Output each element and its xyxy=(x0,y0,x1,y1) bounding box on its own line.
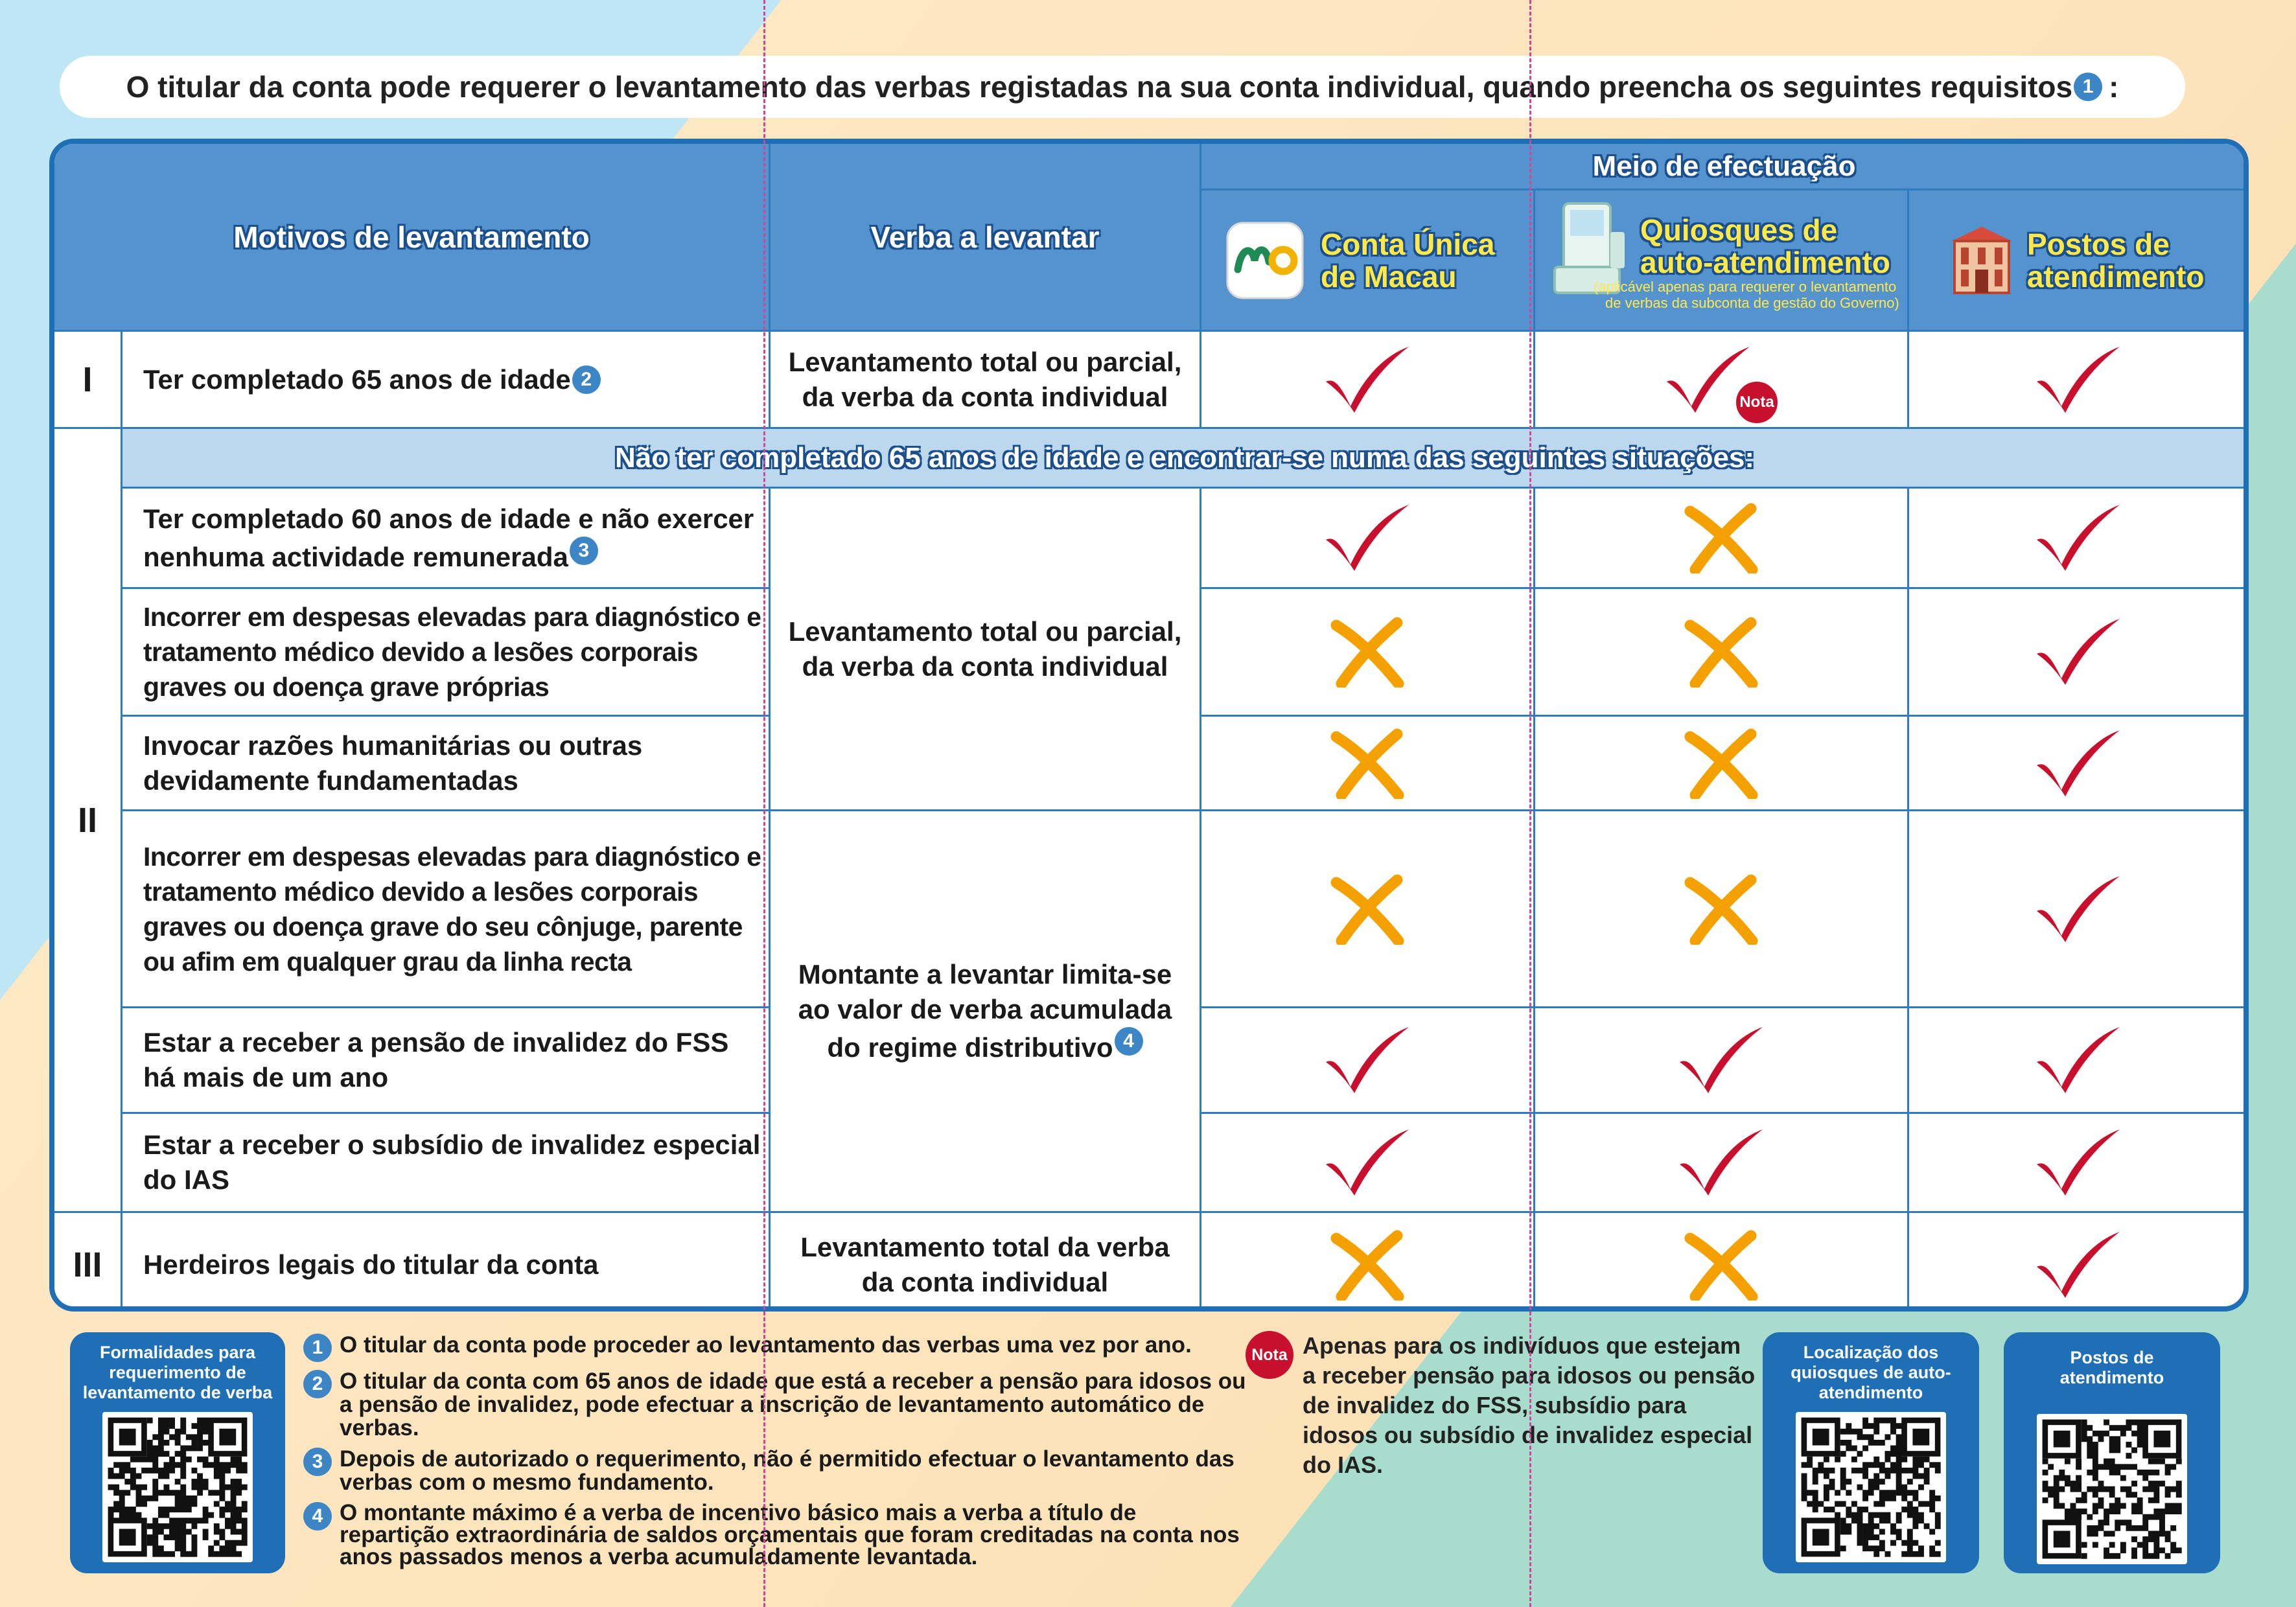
header-col3-line1: Postos de xyxy=(2027,227,2170,261)
row-ii-roman: II xyxy=(54,429,122,1213)
nota-badge: Nota xyxy=(1246,1331,1293,1379)
qr-card-postos[interactable] xyxy=(2004,1332,2220,1573)
row-ii-1-reason: Ter completado 60 anos de idade e não exercer nenhuma actividade remunerada 3 xyxy=(143,503,754,572)
header-verba-cell xyxy=(771,144,1201,332)
building-icon xyxy=(1948,224,2015,297)
footnote-num: 4 xyxy=(303,1502,332,1531)
check-icon xyxy=(2033,728,2124,799)
nota-block xyxy=(1246,1331,1764,1480)
qr2-label: Localização dos quiosques de auto-atendimento xyxy=(1791,1343,1951,1402)
row-ii-verba-b-cell xyxy=(771,811,1201,1213)
footnote-text: O titular da conta com 65 anos de idade que está a receber a pensão para idosos ou a pensão de invalidez, pode efectuar a inscrição de levantamento automático de verbas. xyxy=(340,1369,1246,1440)
row-ii-1-reason-cell xyxy=(122,489,771,589)
row-ii-verba-a: Levantamento total ou parcial, da verba da conta individual xyxy=(771,489,1201,811)
cross-icon xyxy=(1676,1229,1767,1301)
mark-cell xyxy=(1201,489,1535,589)
cross-icon xyxy=(1322,616,1413,688)
row-ii-4-reason: Incorrer em despesas elevadas para diagnóstico e tratamento médico devido a lesões corporais graves ou doença grave do seu cônjuge, parente ou afim em qualquer grau da linha recta xyxy=(122,811,771,1008)
cross-icon xyxy=(1322,1229,1413,1301)
cross-icon xyxy=(1676,728,1767,799)
row-iii-roman: III xyxy=(54,1213,122,1312)
mark-cell xyxy=(1909,489,2249,589)
intro-colon: : xyxy=(2109,70,2119,104)
header-motivos: Motivos de levantamento xyxy=(233,220,590,254)
mark-cell xyxy=(1909,332,2249,429)
mark-cell xyxy=(1909,589,2249,717)
footnote-num: 2 xyxy=(303,1370,332,1398)
mark-cell xyxy=(1201,332,1535,429)
intro-bar xyxy=(60,56,2185,118)
mark-cell xyxy=(1201,1114,1535,1213)
row-ii-banner xyxy=(122,429,2249,489)
footnote-text: O titular da conta pode proceder ao levantamento das verbas uma vez por ano. xyxy=(340,1332,1192,1358)
footnote-num: 1 xyxy=(303,1334,332,1362)
footnote-3 xyxy=(302,1448,1248,1494)
guide-line xyxy=(763,0,765,1607)
mark-cell xyxy=(1909,1213,2249,1312)
footnote-1 xyxy=(302,1334,1248,1362)
check-icon xyxy=(2033,1127,2124,1198)
header-col-postos xyxy=(1909,191,2249,332)
header-meio-cell xyxy=(1201,144,2249,191)
cross-icon xyxy=(1676,616,1767,688)
row-ii-5-reason: Estar a receber a pensão de invalidez do FSS há mais de um ano xyxy=(122,1008,771,1114)
mark-cell xyxy=(1909,1114,2249,1213)
mark-cell xyxy=(1535,811,1909,1008)
qr-code-icon xyxy=(2037,1414,2187,1564)
check-icon xyxy=(1322,344,1413,415)
row-ii-verba-b: Montante a levantar limita-se ao valor de verba acumulada do regime distributivo 4 xyxy=(798,959,1172,1063)
header-col2-sub1: (aplicável apenas para requerer o levantamento xyxy=(1594,279,1897,295)
intro-text: O titular da conta pode requerer o levantamento das verbas registadas na sua conta individual, quando preencha os seguintes requisitos xyxy=(126,70,2073,104)
note-ref-3: 3 xyxy=(570,537,598,565)
check-icon xyxy=(2033,1229,2124,1301)
row-iii-verba: Levantamento total da verba da conta individual xyxy=(771,1213,1201,1312)
check-icon xyxy=(2033,873,2124,945)
mark-cell xyxy=(1535,1114,1909,1213)
footnote-text: O montante máximo é a verba de incentivo básico mais a verba a título de repartição extraordinária de saldos orçamentais que foram creditadas na conta nos anos passados menos a verba acumuladamente levantada. xyxy=(340,1500,1240,1569)
check-icon xyxy=(2033,502,2124,573)
mark-cell xyxy=(1535,489,1909,589)
header-col2-sub2: de verbas da subconta de gestão do Governo) xyxy=(1605,295,1899,311)
mark-cell xyxy=(1535,332,1909,429)
check-icon xyxy=(1676,1024,1767,1096)
mark-cell xyxy=(1535,717,1909,811)
mark-cell xyxy=(1201,1213,1535,1312)
mark-cell xyxy=(1535,1008,1909,1114)
row-ii-banner-text: Não ter completado 65 anos de idade e encontrar-se numa das seguintes situações: xyxy=(614,441,1755,474)
cross-icon xyxy=(1322,873,1413,945)
footnote-2 xyxy=(302,1370,1248,1440)
header-col3-line2: atendimento xyxy=(2027,259,2205,294)
header-meio: Meio de efectuação xyxy=(1592,150,1856,182)
check-icon xyxy=(2033,616,2124,688)
note-ref-1: 1 xyxy=(2074,73,2102,101)
cross-icon xyxy=(1676,502,1767,573)
check-icon xyxy=(2033,1024,2124,1096)
footnote-4 xyxy=(302,1502,1248,1568)
conta-unica-app-icon xyxy=(1226,222,1304,299)
check-icon xyxy=(1676,1127,1767,1198)
row-i-verba: Levantamento total ou parcial, da verba da conta individual xyxy=(771,332,1201,429)
footnote-text: Depois de autorizado o requerimento, não é permitido efectuar o levantamento das verbas com o mesmo fundamento. xyxy=(340,1446,1235,1495)
header-col2-line2: auto-atendimento xyxy=(1640,246,1890,279)
footnote-num: 3 xyxy=(303,1448,332,1476)
check-icon xyxy=(1322,502,1413,573)
check-icon xyxy=(1322,1127,1413,1198)
row-i-roman: I xyxy=(54,332,122,429)
qr3-label: Postos de atendimento xyxy=(2059,1348,2164,1387)
cross-icon xyxy=(1322,728,1413,799)
qr-card-formalidades[interactable] xyxy=(70,1332,285,1573)
mark-cell xyxy=(1201,589,1535,717)
check-icon xyxy=(2033,344,2124,415)
header-col-conta-unica xyxy=(1201,191,1535,332)
note-ref-2: 2 xyxy=(572,365,601,394)
header-motivos-cell xyxy=(54,144,771,332)
row-ii-3-reason: Invocar razões humanitárias ou outras devidamente fundamentadas xyxy=(122,717,771,811)
header-col1-line1: Conta Única xyxy=(1321,227,1495,261)
nota-badge: Nota xyxy=(1734,380,1780,425)
qr-card-quiosques[interactable] xyxy=(1763,1332,1979,1573)
guide-line xyxy=(1529,0,1531,1607)
row-iii-reason: Herdeiros legais do titular da conta xyxy=(122,1213,771,1312)
header-col2-line1: Quiosques de xyxy=(1640,213,1838,247)
qr1-label: Formalidades para requerimento de levantamento de verba xyxy=(82,1343,273,1402)
header-col1-line2: de Macau xyxy=(1321,259,1457,294)
row-i-reason: Ter completado 65 anos de idade xyxy=(143,364,571,395)
mark-cell xyxy=(1535,589,1909,717)
note-ref-4: 4 xyxy=(1115,1027,1143,1056)
mark-cell xyxy=(1201,717,1535,811)
row-ii-6-reason: Estar a receber o subsídio de invalidez especial do IAS xyxy=(122,1114,771,1213)
footnotes xyxy=(302,1334,1248,1568)
mark-cell xyxy=(1201,811,1535,1008)
qr-code-icon xyxy=(1796,1412,1946,1562)
qr-code-icon xyxy=(102,1412,253,1562)
mark-cell xyxy=(1909,811,2249,1008)
requirements-table xyxy=(49,139,2249,1312)
header-col-quiosques xyxy=(1535,191,1909,332)
mark-cell xyxy=(1909,717,2249,811)
header-verba: Verba a levantar xyxy=(870,220,1100,254)
mark-cell xyxy=(1909,1008,2249,1114)
row-i-reason-cell xyxy=(122,332,771,429)
mark-cell xyxy=(1535,1213,1909,1312)
cross-icon xyxy=(1676,873,1767,945)
mark-cell xyxy=(1201,1008,1535,1114)
nota-text: Apenas para os indivíduos que estejam a receber pensão para idosos ou pensão de invalidez do FSS, subsídio para idosos ou subsídio de invalidez especial do IAS. xyxy=(1303,1332,1756,1478)
row-ii-2-reason: Incorrer em despesas elevadas para diagnóstico e tratamento médico devido a lesões corporais graves ou doença grave próprias xyxy=(122,589,771,717)
check-icon xyxy=(1322,1024,1413,1096)
